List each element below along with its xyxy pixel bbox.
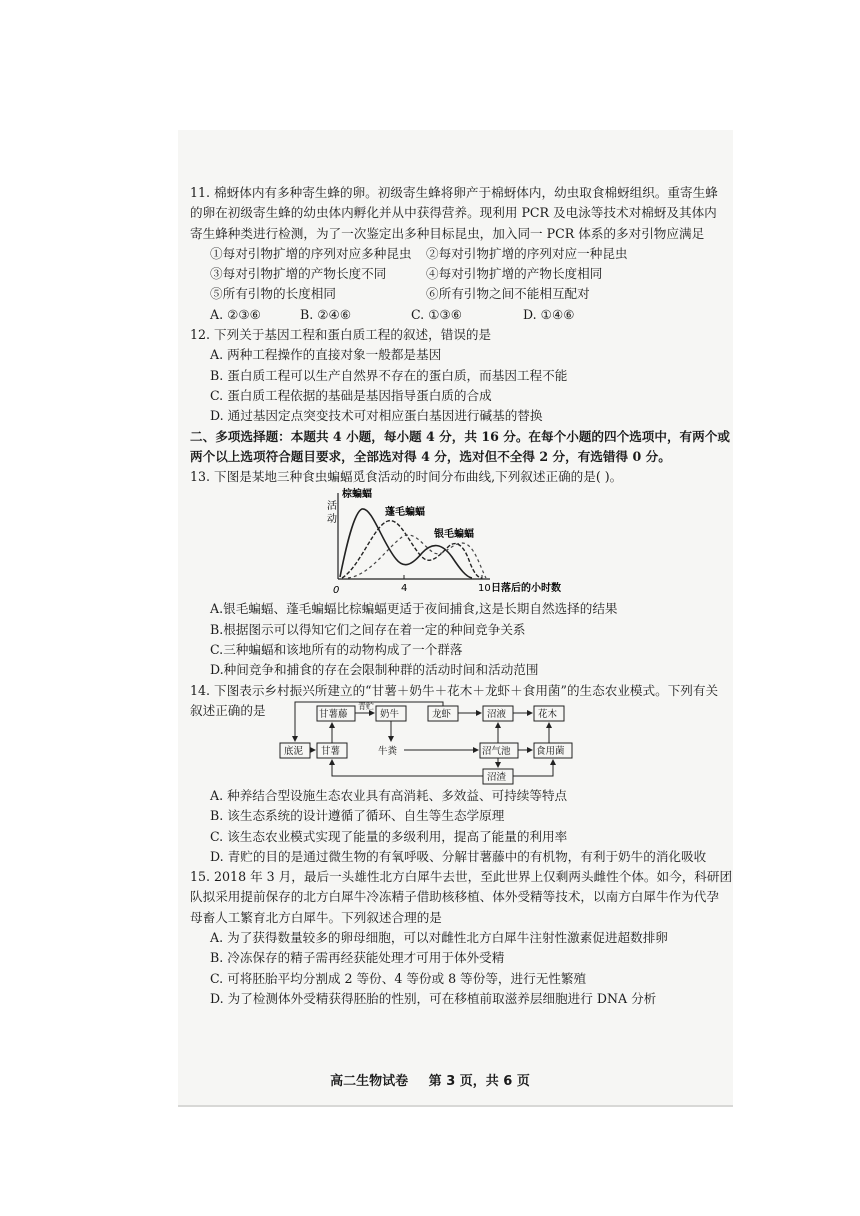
q14-option-c: C. 该生态农业模式实现了能量的多级利用，提高了能量的利用率: [210, 828, 568, 844]
label-qingzhu: 青贮: [358, 701, 374, 711]
arrow-zhaozha-ganshu: [332, 760, 483, 776]
q11-option-a: A. ②③⑥: [210, 306, 261, 322]
q14-option-a: A. 种养结合型设施生态农业具有高消耗、多效益、可持续等特点: [210, 787, 568, 803]
section-2-line-1: 二、多项选择题：本题共 4 小题，每小题 4 分，共 16 分。在每个小题的四个选项中，有两个或: [190, 428, 730, 444]
q14-diagram: [190, 701, 710, 786]
question-11: [190, 183, 718, 325]
label-longxia: 龙虾: [432, 708, 452, 720]
exam-content: [190, 183, 733, 1009]
q12-stem: 12. 下列关于基因工程和蛋白质工程的叙述，错误的是: [190, 327, 492, 343]
label-zhaoye: 沼液: [487, 708, 507, 720]
q15-option-d: D. 为了检测体外受精获得胚胎的性别，可在移植前取滋养层细胞进行 DNA 分析: [210, 990, 657, 1006]
page-footer: [0, 1070, 860, 1089]
q15-option-a: A. 为了获得数量较多的卵母细胞，可以对雌性北方白犀牛注射性激素促进超数排卵: [210, 930, 668, 946]
q15-line-1: 15. 2018 年 3 月，最后一头雄性北方白犀牛去世，至此世界上仅剩两头雌性个体。如今，科研团: [190, 869, 733, 885]
label-zhaozha: 沼渣: [487, 771, 507, 783]
q13-activity-chart: [190, 487, 710, 599]
q11-line-3: 寄生蜂种类进行检测，为了一次鉴定出多种目标昆虫，加入同一 PCR 体系的多对引物应满足: [190, 225, 705, 241]
curve-silver-haired-bat: [348, 535, 486, 578]
q11-line-1: 11. 棉蚜体内有多种寄生蜂的卵。初级寄生蜂将卵产于棉蚜体内，幼虫取食棉蚜组织。重寄生蜂: [190, 185, 718, 200]
q11-condition-5: ⑤所有引物的长度相同: [210, 286, 336, 302]
q11-condition-2: ②每对引物扩增的序列对应一种昆虫: [426, 245, 628, 261]
q11-option-c: C. ①③⑥: [411, 306, 463, 322]
q15-option-c: C. 可将胚胎平均分割成 2 等份、4 等份或 8 等份等，进行无性繁殖: [210, 970, 587, 986]
q12-option-b: B. 蛋白质工程可以生产自然界不存在的蛋白质，而基因工程不能: [210, 367, 568, 383]
label-niufen: 牛粪: [378, 745, 398, 757]
q15-option-b: B. 冷冻保存的精子需再经获能处理才可用于体外受精: [210, 950, 505, 966]
q14-stem-line-1: 14. 下图表示乡村振兴所建立的“甘薯＋奶牛＋花木＋龙虾＋食用菌”的生态农业模式。下列有关: [190, 682, 719, 698]
q13-option-c: C.三种蝙蝠和该地所有的动物构成了一个群落: [210, 642, 463, 658]
q15-line-3: 母畜人工繁育北方白犀牛。下列叙述合理的是: [190, 909, 442, 925]
question-14: [190, 681, 719, 867]
label-nainiu: 奶牛: [380, 708, 400, 720]
label-ganshuteng: 甘薯藤: [319, 708, 348, 720]
q14-flow-diagram: [190, 701, 710, 786]
q11-options: [190, 305, 710, 325]
arrow-zhaozha-shiyongjun: [513, 760, 553, 776]
label-dini: 底泥: [284, 745, 304, 757]
q11-condition-4: ④每对引物扩增的产物长度相同: [426, 266, 603, 282]
q11-conditions-row-1: [190, 244, 710, 264]
q12-option-c: C. 蛋白质工程依据的基础是基因指导蛋白质的合成: [210, 387, 492, 403]
x-tick-label-4: 4: [401, 583, 408, 595]
label-huamu: 花木: [538, 708, 558, 720]
series-label-silver-haired-bat: 银毛蝙蝠: [434, 529, 474, 541]
label-zhaoqichi: 沼气池: [482, 745, 511, 757]
q11-option-b: B. ②④⑥: [300, 306, 352, 322]
series-label-brown-bat: 棕蝙蝠: [342, 489, 372, 501]
label-shiyongjun: 食用菌: [536, 745, 565, 757]
question-13: [190, 467, 710, 680]
q11-conditions-row-2: [190, 264, 710, 284]
q11-conditions-row-3: [190, 284, 710, 304]
q13-option-b: B.根据图示可以得知它们之间存在着一定的种间竞争关系: [210, 621, 526, 637]
q14-option-d: D. 青贮的目的是通过微生物的有氧呼吸、分解甘薯藤中的有机物，有利于奶牛的消化吸收: [210, 848, 707, 864]
q11-line-2: 的卵在初级寄生蜂的幼虫体内孵化并从中获得营养。现利用 PCR 及电泳等技术对棉蚜及其体内: [190, 205, 717, 221]
question-12: [190, 325, 710, 426]
q13-option-a: A.银毛蝙蝠、蓬毛蝙蝠比棕蝙蝠更适于夜间捕食,这是长期自然选择的结果: [210, 601, 618, 617]
section-2-header: [190, 427, 730, 468]
label-ganshu: 甘薯: [321, 745, 341, 757]
question-15: [190, 867, 733, 1009]
section-2-line-2: 两个以上选项符合题目要求，全部选对得 4 分，选对但不全得 2 分，有选错得 0 分。: [190, 448, 671, 464]
x-tick-label-10: 10: [478, 583, 491, 595]
q11-condition-3: ③每对引物扩增的产物长度不同: [210, 266, 387, 282]
x-axis-label: 日落后的小时数: [491, 583, 561, 595]
q13-stem: 13. 下图是某地三种食虫蝙蝠觅食活动的时间分布曲线,下列叙述正确的是( )。: [190, 469, 623, 485]
x-tick-label-0: 0: [333, 585, 340, 597]
q11-condition-1: ①每对引物扩增的序列对应多种昆虫: [210, 245, 412, 261]
q13-chart: [190, 487, 710, 599]
series-label-hoary-bat: 蓬毛蝙蝠: [385, 507, 425, 519]
q15-line-2: 队拟采用提前保存的北方白犀牛冷冻精子借助核移植、体外受精等技术，以南方白犀牛作为代孕: [190, 889, 719, 905]
scan-edge: [178, 1105, 733, 1107]
q13-option-d: D.种间竞争和捕食的存在会限制种群的活动时间和活动范围: [210, 662, 539, 678]
q11-option-d: D. ①④⑥: [523, 306, 575, 322]
q12-option-d: D. 通过基因定点突变技术可对相应蛋白基因进行碱基的替换: [210, 408, 543, 424]
y-axis-label-char-1: 活: [327, 501, 337, 513]
q11-condition-6: ⑥所有引物之间不能相互配对: [426, 286, 590, 302]
footer-page-number: 第 3 页，共 6 页: [428, 1074, 530, 1089]
footer-subject: 高二生物试卷: [330, 1074, 409, 1089]
y-axis-label-char-2: 动: [327, 514, 337, 526]
q14-stem-line-2: 叙述正确的是: [190, 702, 266, 718]
q12-option-a: A. 两种工程操作的直接对象一般都是基因: [210, 347, 442, 363]
q14-option-b: B. 该生态系统的设计遵循了循环、自生等生态学原理: [210, 808, 505, 824]
